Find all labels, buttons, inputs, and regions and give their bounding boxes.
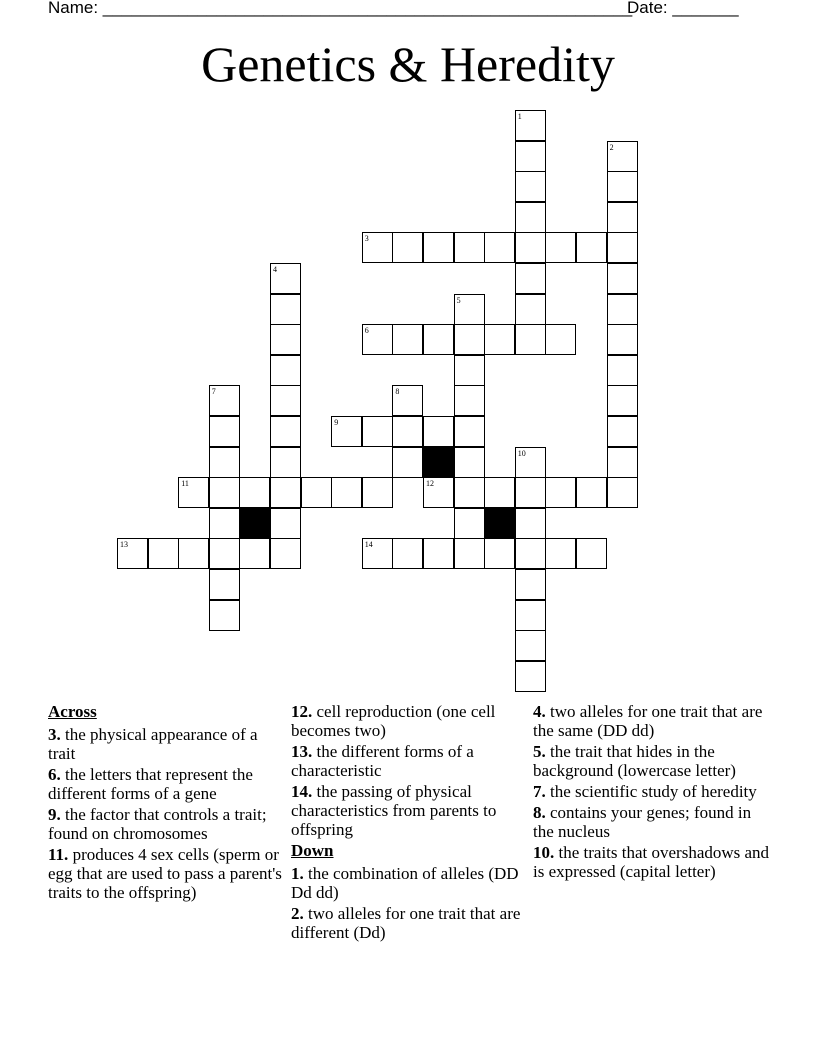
crossword-cell[interactable] <box>362 416 393 447</box>
crossword-cell[interactable] <box>515 141 546 172</box>
crossword-cell[interactable] <box>515 294 546 325</box>
crossword-cell[interactable] <box>117 538 148 569</box>
crossword-cell[interactable] <box>607 263 638 294</box>
cell-number: 3 <box>364 234 369 244</box>
clue-across-11 <box>48 845 284 902</box>
crossword-cell[interactable] <box>515 232 546 263</box>
crossword-cell[interactable] <box>454 324 485 355</box>
crossword-cell[interactable] <box>423 232 454 263</box>
crossword-cell[interactable] <box>423 416 454 447</box>
clue-text: the physical appearance of a trait <box>48 725 258 763</box>
crossword-cell[interactable] <box>331 416 362 447</box>
crossword-cell[interactable] <box>392 385 423 416</box>
clue-down-5 <box>533 742 773 780</box>
cell-number: 11 <box>181 479 189 489</box>
crossword-cell[interactable] <box>239 538 270 569</box>
crossword-cell[interactable] <box>270 416 301 447</box>
clue-number: 6. <box>48 765 61 784</box>
crossword-cell[interactable] <box>270 447 301 478</box>
crossword-cell[interactable] <box>209 569 240 600</box>
crossword-cell[interactable] <box>270 294 301 325</box>
crossword-cell[interactable] <box>270 477 301 508</box>
crossword-cell[interactable] <box>515 600 546 631</box>
crossword-cell[interactable] <box>515 263 546 294</box>
clue-down-8 <box>533 803 773 841</box>
clue-text: cell reproduction (one cell becomes two) <box>291 702 496 740</box>
crossword-cell[interactable] <box>607 355 638 386</box>
crossword-cell[interactable] <box>392 324 423 355</box>
cell-number: 12 <box>426 479 434 489</box>
crossword-block <box>423 447 454 478</box>
crossword-cell[interactable] <box>301 477 332 508</box>
crossword-cell[interactable] <box>423 477 454 508</box>
crossword-cell[interactable] <box>607 202 638 233</box>
clue-number: 13. <box>291 742 313 761</box>
clue-text: the passing of physical characteristics from parents to offspring <box>291 782 497 839</box>
clue-number: 4. <box>533 702 546 721</box>
crossword-cell[interactable] <box>545 538 576 569</box>
crossword-cell[interactable] <box>423 324 454 355</box>
clue-text: the factor that controls a trait; found on chromosomes <box>48 805 267 843</box>
cell-number: 6 <box>364 326 369 336</box>
clue-down-10 <box>533 843 773 881</box>
crossword-cell[interactable] <box>576 538 607 569</box>
clue-across-6 <box>48 765 284 803</box>
crossword-cell[interactable] <box>484 324 515 355</box>
crossword-cell[interactable] <box>362 324 393 355</box>
clue-number: 7. <box>533 782 546 801</box>
cell-number: 10 <box>517 448 526 458</box>
crossword-cell[interactable] <box>515 661 546 692</box>
crossword-cell[interactable] <box>209 416 240 447</box>
clue-text: two alleles for one trait that are the same (DD dd) <box>533 702 763 740</box>
cell-number: 2 <box>609 142 614 152</box>
down-heading: Down <box>291 841 334 860</box>
clue-text: the trait that hides in the background (lowercase letter) <box>533 742 736 780</box>
cell-number: 13 <box>120 540 128 550</box>
crossword-cell[interactable] <box>392 232 423 263</box>
clue-text: the traits that overshadows and is expressed (capital letter) <box>533 843 770 881</box>
clue-down-7 <box>533 782 773 801</box>
clue-number: 5. <box>533 742 546 761</box>
clue-number: 14. <box>291 782 313 801</box>
cell-number: 5 <box>456 295 461 305</box>
crossword-cell[interactable] <box>331 477 362 508</box>
crossword-cell[interactable] <box>362 538 393 569</box>
crossword-cell[interactable] <box>392 416 423 447</box>
crossword-cell[interactable] <box>515 630 546 661</box>
crossword-cell[interactable] <box>392 538 423 569</box>
clue-text: the letters that represent the different forms of a gene <box>48 765 253 803</box>
crossword-cell[interactable] <box>515 477 546 508</box>
cell-number: 7 <box>211 387 216 397</box>
crossword-cell[interactable] <box>392 447 423 478</box>
crossword-cell[interactable] <box>576 477 607 508</box>
cell-number: 8 <box>395 387 400 397</box>
clue-number: 2. <box>291 904 304 923</box>
crossword-cell[interactable] <box>454 232 485 263</box>
crossword-cell[interactable] <box>270 324 301 355</box>
crossword-cell[interactable] <box>454 294 485 325</box>
clue-across-14 <box>291 782 523 839</box>
crossword-cell[interactable] <box>454 416 485 447</box>
crossword-cell[interactable] <box>270 508 301 539</box>
crossword-cell[interactable] <box>515 202 546 233</box>
crossword-cell[interactable] <box>607 477 638 508</box>
crossword-cell[interactable] <box>454 508 485 539</box>
crossword-cell[interactable] <box>270 263 301 294</box>
crossword-cell[interactable] <box>607 294 638 325</box>
crossword-cell[interactable] <box>454 385 485 416</box>
across-heading: Across <box>48 702 97 721</box>
crossword-cell[interactable] <box>484 477 515 508</box>
crossword-cell[interactable] <box>607 447 638 478</box>
crossword-cell[interactable] <box>545 324 576 355</box>
crossword-cell[interactable] <box>576 232 607 263</box>
across-down-clues <box>291 702 523 944</box>
clue-down-1 <box>291 864 523 902</box>
crossword-cell[interactable] <box>209 385 240 416</box>
clue-text: contains your genes; found in the nucleus <box>533 803 752 841</box>
clue-across-9 <box>48 805 284 843</box>
clue-number: 3. <box>48 725 61 744</box>
crossword-cell[interactable] <box>178 477 209 508</box>
clue-number: 12. <box>291 702 313 721</box>
cell-number: 14 <box>364 540 373 550</box>
clue-text: two alleles for one trait that are different (Dd) <box>291 904 521 942</box>
crossword-cell[interactable] <box>362 232 393 263</box>
crossword-block <box>239 508 270 539</box>
crossword-cell[interactable] <box>515 508 546 539</box>
crossword-cell[interactable] <box>545 232 576 263</box>
crossword-cell[interactable] <box>515 569 546 600</box>
crossword-cell[interactable] <box>423 538 454 569</box>
crossword-cell[interactable] <box>515 324 546 355</box>
crossword-cell[interactable] <box>178 538 209 569</box>
page-title: Genetics & Heredity <box>201 36 615 92</box>
clue-number: 8. <box>533 803 546 822</box>
crossword-cell[interactable] <box>607 416 638 447</box>
down-clues <box>533 702 773 883</box>
crossword-cell[interactable] <box>515 110 546 141</box>
crossword-cell[interactable] <box>607 232 638 263</box>
crossword-cell[interactable] <box>607 171 638 202</box>
crossword-cell[interactable] <box>607 324 638 355</box>
crossword-cell[interactable] <box>454 538 485 569</box>
crossword-cell[interactable] <box>270 538 301 569</box>
crossword-cell[interactable] <box>209 447 240 478</box>
crossword-cell[interactable] <box>515 447 546 478</box>
crossword-cell[interactable] <box>607 385 638 416</box>
crossword-cell[interactable] <box>607 141 638 172</box>
across-clues <box>48 702 284 904</box>
clue-number: 10. <box>533 843 555 862</box>
crossword-cell[interactable] <box>454 447 485 478</box>
clue-text: the scientific study of heredity <box>550 782 757 801</box>
crossword-cell[interactable] <box>545 477 576 508</box>
clue-across-12 <box>291 702 523 740</box>
date-field[interactable]: Date: _______ <box>627 0 739 17</box>
crossword-cell[interactable] <box>270 385 301 416</box>
clue-number: 9. <box>48 805 61 824</box>
crossword-cell[interactable] <box>209 600 240 631</box>
crossword-cell[interactable] <box>515 171 546 202</box>
cell-number: 1 <box>517 112 522 121</box>
crossword-cell[interactable] <box>515 538 546 569</box>
clue-down-4 <box>533 702 773 740</box>
crossword-cell[interactable] <box>484 232 515 263</box>
crossword-cell[interactable] <box>454 355 485 386</box>
crossword-cell[interactable] <box>209 477 240 508</box>
cell-number: 4 <box>273 265 277 274</box>
crossword-cell[interactable] <box>148 538 179 569</box>
crossword-cell[interactable] <box>209 538 240 569</box>
cell-number: 9 <box>334 418 339 427</box>
name-field[interactable]: Name: ________________________________________________________ <box>48 0 633 17</box>
clue-number: 1. <box>291 864 304 883</box>
crossword-block <box>484 508 515 539</box>
clue-across-3 <box>48 725 284 763</box>
crossword-cell[interactable] <box>362 477 393 508</box>
clue-down-2 <box>291 904 523 942</box>
crossword-cell[interactable] <box>239 477 270 508</box>
crossword-cell[interactable] <box>484 538 515 569</box>
clue-number: 11. <box>48 845 69 864</box>
crossword-cell[interactable] <box>270 355 301 386</box>
crossword-cell[interactable] <box>209 508 240 539</box>
clue-text: the combination of alleles (DD Dd dd) <box>291 864 519 902</box>
crossword-cell[interactable] <box>454 477 485 508</box>
clue-text: produces 4 sex cells (sperm or egg that are used to pass a parent's traits to the offspring) <box>48 845 282 902</box>
clue-across-13 <box>291 742 523 780</box>
clue-text: the different forms of a characteristic <box>291 742 474 780</box>
